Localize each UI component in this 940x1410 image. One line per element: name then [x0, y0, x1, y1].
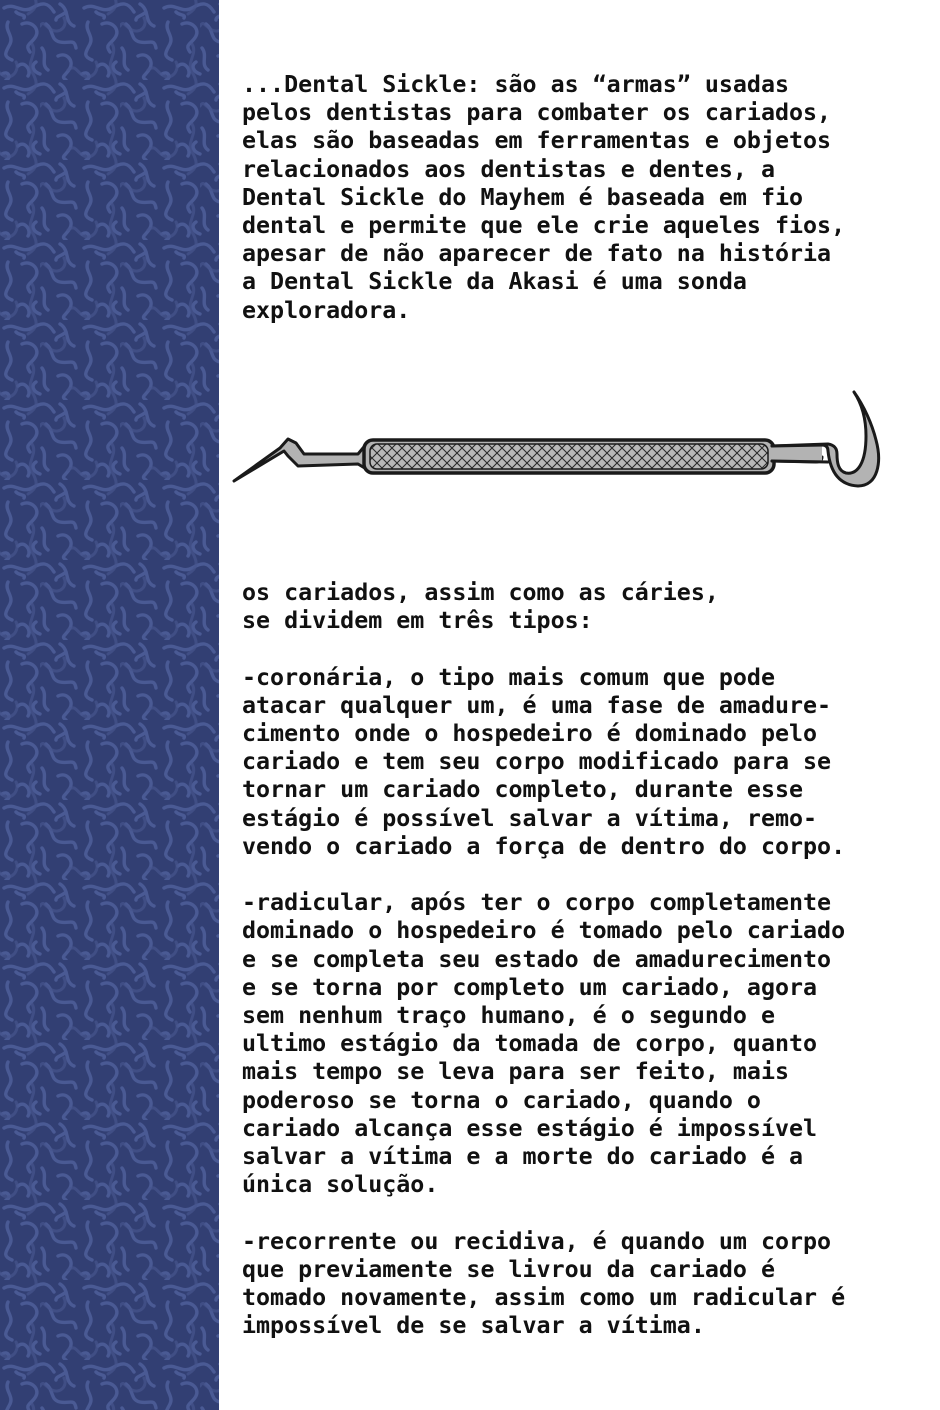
cariado-types-section: os cariados, assim como as cáries, se dividem em três tipos: -coronária, o tipo mais comum que pode atacar qualquer um, é uma fase de amadure- cimento onde o hospedeiro é dominado pelo cariado e tem seu corpo modificado para se tornar um cariado completo, durante esse estágio é possível salvar a vítima, remo- vendo o cariado a força de dentro do corpo. -radicular, após ter o corpo completamente dominado o hospedeiro é tomado pelo cariado e se completa seu estado de amadurecimento e se torna por completo um cariado, agora sem nenhum traço humano, é o segundo e ultimo estágio da tomada de corpo, quanto mais tempo se leva para ser feito, mais poderoso se torna o cariado, quando o cariado alcança esse estágio é impossível salvar a vítima e a morte do cariado é a única solução. -recorrente ou recidiva, é quando um corpo que previamente se livrou da cariado é tomado novamente, assim como um radicular é impossível de se salvar a vítima.: [242, 579, 846, 1340]
dental-explorer-icon: [232, 388, 882, 492]
maze-pattern-icon: [0, 0, 219, 1410]
dental-sickle-intro: ...Dental Sickle: são as “armas” usadas pelos dentistas para combater os cariados, elas são baseadas em ferramentas e objetos relacionados aos dentistas e dentes, a Dental Sickle do Mayhem é baseada em fio dental e permite que ele crie aqueles fios, apesar de não aparecer de fato na história a Dental Sickle da Akasi é uma sonda exploradora.: [242, 71, 846, 324]
dental-explorer-illustration: [232, 388, 882, 492]
decorative-side-band: [0, 0, 219, 1410]
